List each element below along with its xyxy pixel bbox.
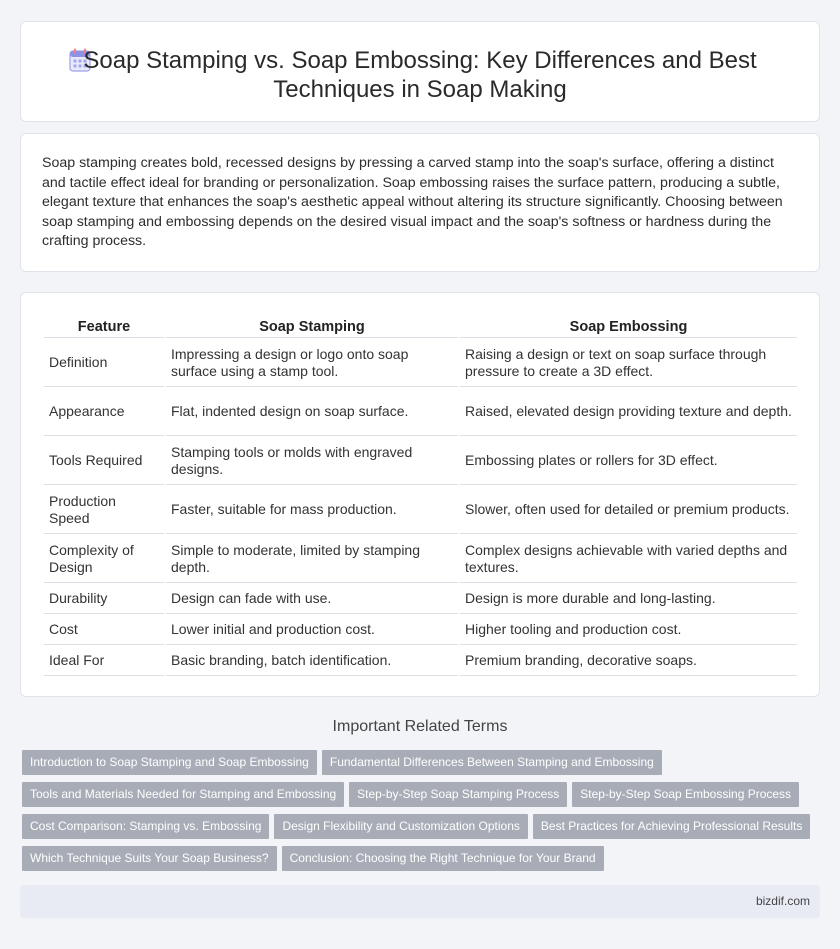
related-term-tag[interactable]: Step-by-Step Soap Embossing Process (572, 782, 799, 807)
table-row (44, 487, 797, 534)
row-stamping: Flat, indented design on soap surface. (166, 389, 458, 436)
related-term-tag[interactable]: Introduction to Soap Stamping and Soap Embossing (22, 750, 317, 775)
row-stamping: Impressing a design or logo onto soap surface using a stamp tool. (166, 340, 458, 387)
row-stamping: Simple to moderate, limited by stamping depth. (166, 536, 458, 583)
comparison-table (42, 314, 799, 678)
row-feature: Ideal For (44, 647, 164, 676)
related-terms-list (22, 750, 822, 878)
related-term-tag[interactable]: Fundamental Differences Between Stamping and Embossing (322, 750, 662, 775)
table-row (44, 389, 797, 436)
table-row (44, 616, 797, 645)
header-feature: Feature (44, 316, 164, 338)
row-embossing: Raising a design or text on soap surface through pressure to create a 3D effect. (460, 340, 797, 387)
tag-row (22, 750, 822, 782)
related-term-tag[interactable]: Tools and Materials Needed for Stamping and Embossing (22, 782, 344, 807)
related-term-tag[interactable]: Cost Comparison: Stamping vs. Embossing (22, 814, 269, 839)
row-feature: Tools Required (44, 438, 164, 485)
comparison-table-card (20, 292, 820, 697)
row-stamping: Basic branding, batch identification. (166, 647, 458, 676)
row-feature: Durability (44, 585, 164, 614)
related-term-tag[interactable]: Best Practices for Achieving Professional Results (533, 814, 810, 839)
footer-bar (20, 885, 820, 918)
row-stamping: Faster, suitable for mass production. (166, 487, 458, 534)
row-embossing: Embossing plates or rollers for 3D effect. (460, 438, 797, 485)
row-embossing: Design is more durable and long-lasting. (460, 585, 797, 614)
table-header-row (44, 316, 797, 338)
related-term-tag[interactable]: Conclusion: Choosing the Right Technique for Your Brand (282, 846, 604, 871)
row-embossing: Raised, elevated design providing texture and depth. (460, 389, 797, 436)
tag-row (22, 814, 822, 846)
row-feature: Complexity of Design (44, 536, 164, 583)
footer-site-link[interactable]: bizdif.com (755, 894, 810, 908)
tag-row (22, 846, 822, 878)
row-embossing: Slower, often used for detailed or premium products. (460, 487, 797, 534)
row-feature: Production Speed (44, 487, 164, 534)
row-stamping: Stamping tools or molds with engraved designs. (166, 438, 458, 485)
row-embossing: Higher tooling and production cost. (460, 616, 797, 645)
row-feature: Definition (44, 340, 164, 387)
table-row (44, 340, 797, 387)
header-soap-embossing: Soap Embossing (460, 316, 797, 338)
related-term-tag[interactable]: Step-by-Step Soap Stamping Process (349, 782, 567, 807)
row-stamping: Lower initial and production cost. (166, 616, 458, 645)
related-term-tag[interactable]: Design Flexibility and Customization Options (274, 814, 527, 839)
header-soap-stamping: Soap Stamping (166, 316, 458, 338)
row-embossing: Premium branding, decorative soaps. (460, 647, 797, 676)
row-feature: Appearance (44, 389, 164, 436)
related-terms-heading: Important Related Terms (332, 718, 508, 735)
tag-row (22, 782, 822, 814)
table-row (44, 438, 797, 485)
row-stamping: Design can fade with use. (166, 585, 458, 614)
table-row (44, 585, 797, 614)
page-title: Soap Stamping vs. Soap Embossing: Key Differences and Best Techniques in Soap Making (83, 47, 757, 103)
table-row (44, 647, 797, 676)
related-term-tag[interactable]: Which Technique Suits Your Soap Business? (22, 846, 277, 871)
row-embossing: Complex designs achievable with varied depths and textures. (460, 536, 797, 583)
intro-paragraph: Soap stamping creates bold, recessed designs by pressing a carved stamp into the soap's surface, offering a distinct and tactile effect ideal for branding or personalization. Soap embossing raises the surface pattern, producing a subtle, elegant texture that enhances the soap's aesthetic appeal without altering its structure significantly. Choosing between soap stamping and embossing depends on the desired visual impact and the soap's softness or hardness during the crafting process. (42, 155, 783, 250)
row-feature: Cost (44, 616, 164, 645)
intro-card (20, 133, 820, 272)
table-row (44, 536, 797, 583)
header-card (20, 21, 820, 122)
